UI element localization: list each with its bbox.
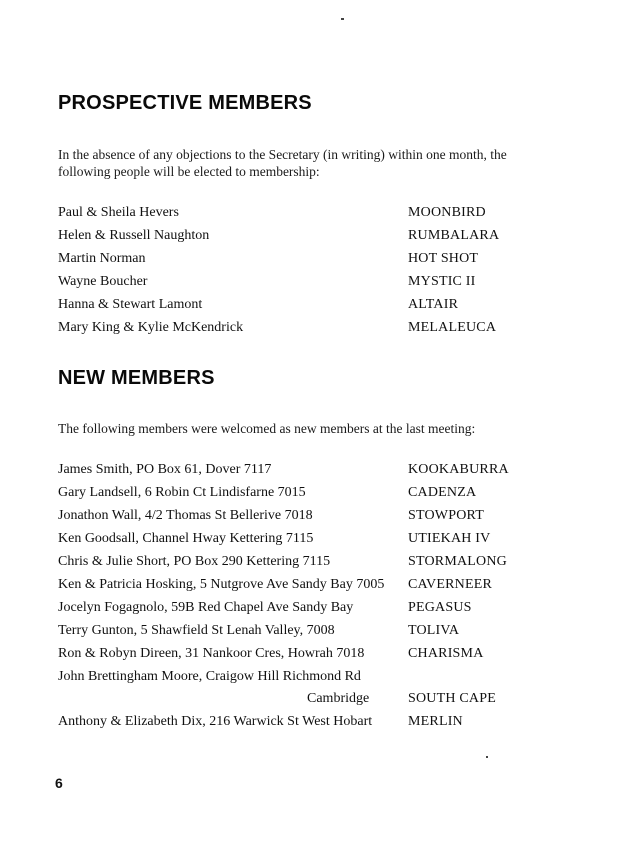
list-item: [0, 485, 617, 507]
scan-speck: [341, 18, 344, 20]
boat-name: CAVERNEER: [408, 577, 492, 592]
boat-name: MOONBIRD: [408, 205, 486, 220]
list-item: [0, 274, 617, 296]
list-item: [0, 531, 617, 553]
scan-speck: [486, 756, 488, 758]
member-name: Helen & Russell Naughton: [58, 228, 210, 243]
boat-name: MELALEUCA: [408, 320, 497, 335]
list-item: [0, 669, 617, 691]
member-name: Mary King & Kylie McKendrick: [58, 320, 244, 335]
boat-name: MYSTIC II: [408, 274, 476, 289]
boat-name: MERLIN: [408, 714, 463, 729]
boat-name: STOWPORT: [408, 508, 484, 523]
member-name: Martin Norman: [58, 251, 146, 266]
member-address-continuation: Cambridge: [307, 691, 370, 706]
boat-name: PEGASUS: [408, 600, 472, 615]
boat-name: TOLIVA: [408, 623, 460, 638]
member-name: Wayne Boucher: [58, 274, 148, 289]
list-item: [0, 714, 617, 736]
list-item: [0, 228, 617, 250]
boat-name: RUMBALARA: [408, 228, 500, 243]
boat-name: KOOKABURRA: [408, 462, 509, 477]
list-item: [0, 646, 617, 668]
member-name: Chris & Julie Short, PO Box 290 Kettering 7115: [58, 554, 331, 569]
prospective-members-heading: PROSPECTIVE MEMBERS: [58, 92, 312, 114]
new-members-heading: NEW MEMBERS: [58, 367, 215, 389]
list-item: [0, 462, 617, 484]
boat-name: CADENZA: [408, 485, 477, 500]
list-item: [0, 251, 617, 273]
list-item: [0, 600, 617, 622]
prospective-intro: In the absence of any objections to the Secretary (in writing) within one month, the following people will be elected to membership:: [58, 147, 507, 179]
member-name: Paul & Sheila Hevers: [58, 205, 179, 220]
member-name: Ken Goodsall, Channel Hway Kettering 7115: [58, 531, 314, 546]
list-item-continuation: [0, 691, 617, 713]
boat-name: HOT SHOT: [408, 251, 479, 266]
member-name: Hanna & Stewart Lamont: [58, 297, 203, 312]
member-name: Ken & Patricia Hosking, 5 Nutgrove Ave Sandy Bay 7005: [58, 577, 385, 592]
member-name: James Smith, PO Box 61, Dover 7117: [58, 462, 272, 477]
member-name: Ron & Robyn Direen, 31 Nankoor Cres, Howrah 7018: [58, 646, 365, 661]
list-item: [0, 577, 617, 599]
member-name: Jonathon Wall, 4/2 Thomas St Bellerive 7018: [58, 508, 313, 523]
member-name: Terry Gunton, 5 Shawfield St Lenah Valley, 7008: [58, 623, 335, 638]
member-name: John Brettingham Moore, Craigow Hill Richmond Rd: [58, 669, 361, 684]
boat-name: STORMALONG: [408, 554, 507, 569]
list-item: [0, 623, 617, 645]
boat-name: UTIEKAH IV: [408, 531, 491, 546]
member-name: Anthony & Elizabeth Dix, 216 Warwick St West Hobart: [58, 714, 373, 729]
boat-name: CHARISMA: [408, 646, 484, 661]
list-item: [0, 297, 617, 319]
list-item: [0, 205, 617, 227]
boat-name: SOUTH CAPE: [408, 691, 496, 706]
page-number: 6: [55, 775, 63, 791]
list-item: [0, 554, 617, 576]
list-item: [0, 508, 617, 530]
member-name: Jocelyn Fogagnolo, 59B Red Chapel Ave Sandy Bay: [58, 600, 354, 615]
boat-name: ALTAIR: [408, 297, 459, 312]
list-item: [0, 320, 617, 342]
member-name: Gary Landsell, 6 Robin Ct Lindisfarne 7015: [58, 485, 306, 500]
new-members-intro: The following members were welcomed as new members at the last meeting:: [58, 421, 476, 436]
